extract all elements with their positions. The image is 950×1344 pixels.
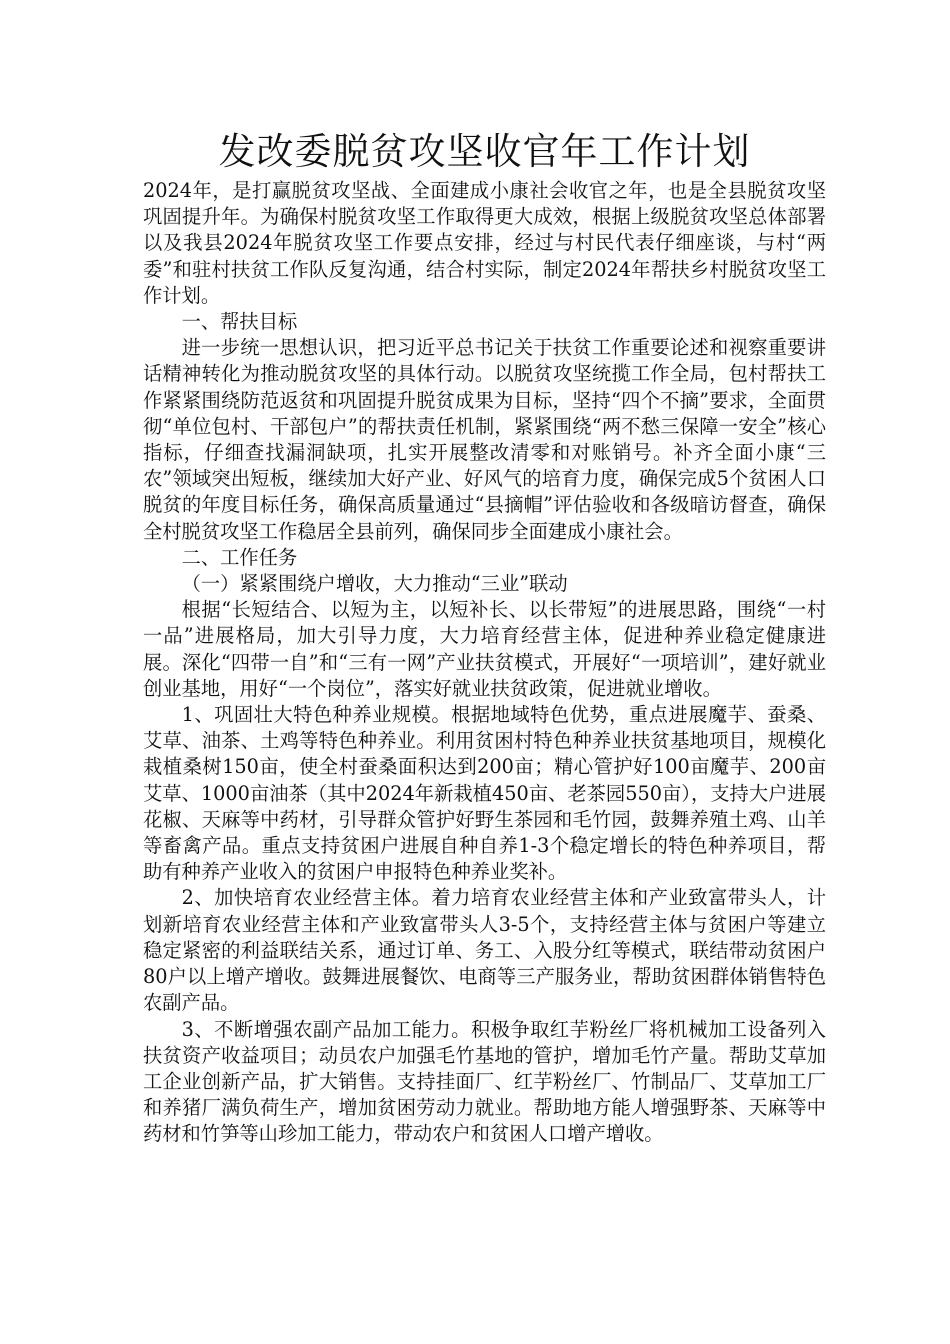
task-item-3-paragraph: 3、不断增强农副产品加工能力。积极争取红芋粉丝厂将机械加工设备列入扶贫资产收益项目；动员农户加强毛竹基地的管护，增加毛竹产量。帮助艾草加工企业创新产品，扩大销售。支持挂面厂、红芋粉丝厂、竹制品厂、艾草加工厂和养猪厂满负荷生产，增加贫困劳动力就业。帮助地方能人增强野茶、天麻等中药材和竹笋等山珍加工能力，带动农户和贫困人口增产增收。 [143,1017,826,1146]
task-item-1-paragraph: 1、巩固壮大特色种养业规模。根据地域特色优势，重点进展魔芋、蚕桑、艾草、油茶、土鸡等特色种养业。利用贫困村特色种养业扶贫基地项目，规模化栽植桑树150亩，使全村蚕桑面积达到200亩；精心管护好100亩魔芋、200亩艾草、1000亩油茶（其中2024年新栽植450亩、老茶园550亩），支持大户进展花椒、天麻等中药材，引导群众管护好野生茶园和毛竹园，鼓舞养殖土鸡、山羊等畜禽产品。重点支持贫困户进展自种自养1-3个稳定增长的特色种养项目，帮助有种养产业收入的贫困户申报特色种养业奖补。 [143,703,826,884]
task-item-2-paragraph: 2、加快培育农业经营主体。着力培育农业经营主体和产业致富带头人，计划新培育农业经营主体和产业致富带头人3-5个，支持经营主体与贫困户等建立稳定紧密的利益联结关系，通过订单、务工、入股分红等模式，联结带动贫困户80户以上增产增收。鼓舞进展餐饮、电商等三产服务业，帮助贫困群体销售特色农副产品。 [143,886,826,1015]
section-heading-goals: 一、帮扶目标 [181,310,298,334]
document-body [143,178,826,1148]
income-paragraph: 根据“长短结合、以短为主，以短补长、以长带短”的进展思路，围绕“一村一品”进展格局，加大引导力度，大力培育经营主体，促进种养业稳定健康进展。深化“四带一自”和“三有一网”产业扶贫模式，开展好“一项培训”，建好就业创业基地，用好“一个岗位”，落实好就业扶贫政策，促进就业增收。 [143,598,826,700]
intro-paragraph: 2024年，是打赢脱贫攻坚战、全面建成小康社会收官之年，也是全县脱贫攻坚巩固提升年。为确保村脱贫攻坚工作取得更大成效，根据上级脱贫攻坚总体部署以及我县2024年脱贫攻坚工作要点安排，经过与村民代表仔细座谈，与村“两委”和驻村扶贫工作队反复沟通，结合村实际，制定2024年帮扶乡村脱贫攻坚工作计划。 [143,179,826,307]
section-heading-tasks: 二、工作任务 [181,545,298,569]
document-page [143,126,826,1148]
goals-paragraph: 进一步统一思想认识，把习近平总书记关于扶贫工作重要论述和视察重要讲话精神转化为推动脱贫攻坚的具体行动。以脱贫攻坚统揽工作全局，包村帮扶工作紧紧围绕防范返贫和巩固提升脱贫成果为目标，坚持“四个不摘”要求，全面贯彻“单位包村、干部包户”的帮扶责任机制，紧紧围绕“两不愁三保障一安全”核心指标，仔细查找漏洞缺项，扎实开展整改清零和对账销号。补齐全面小康“三农”领域突出短板，继续加大好产业、好风气的培育力度，确保完成5个贫困人口脱贫的年度目标任务，确保高质量通过“县摘帽”评估验收和各级暗访督查，确保全村脱贫攻坚工作稳居全县前列，确保同步全面建成小康社会。 [143,336,826,543]
subsection-heading-income: （一）紧紧围绕户增收，大力推动“三业”联动 [181,572,568,596]
document-title: 发改委脱贫攻坚收官年工作计划 [218,130,751,173]
